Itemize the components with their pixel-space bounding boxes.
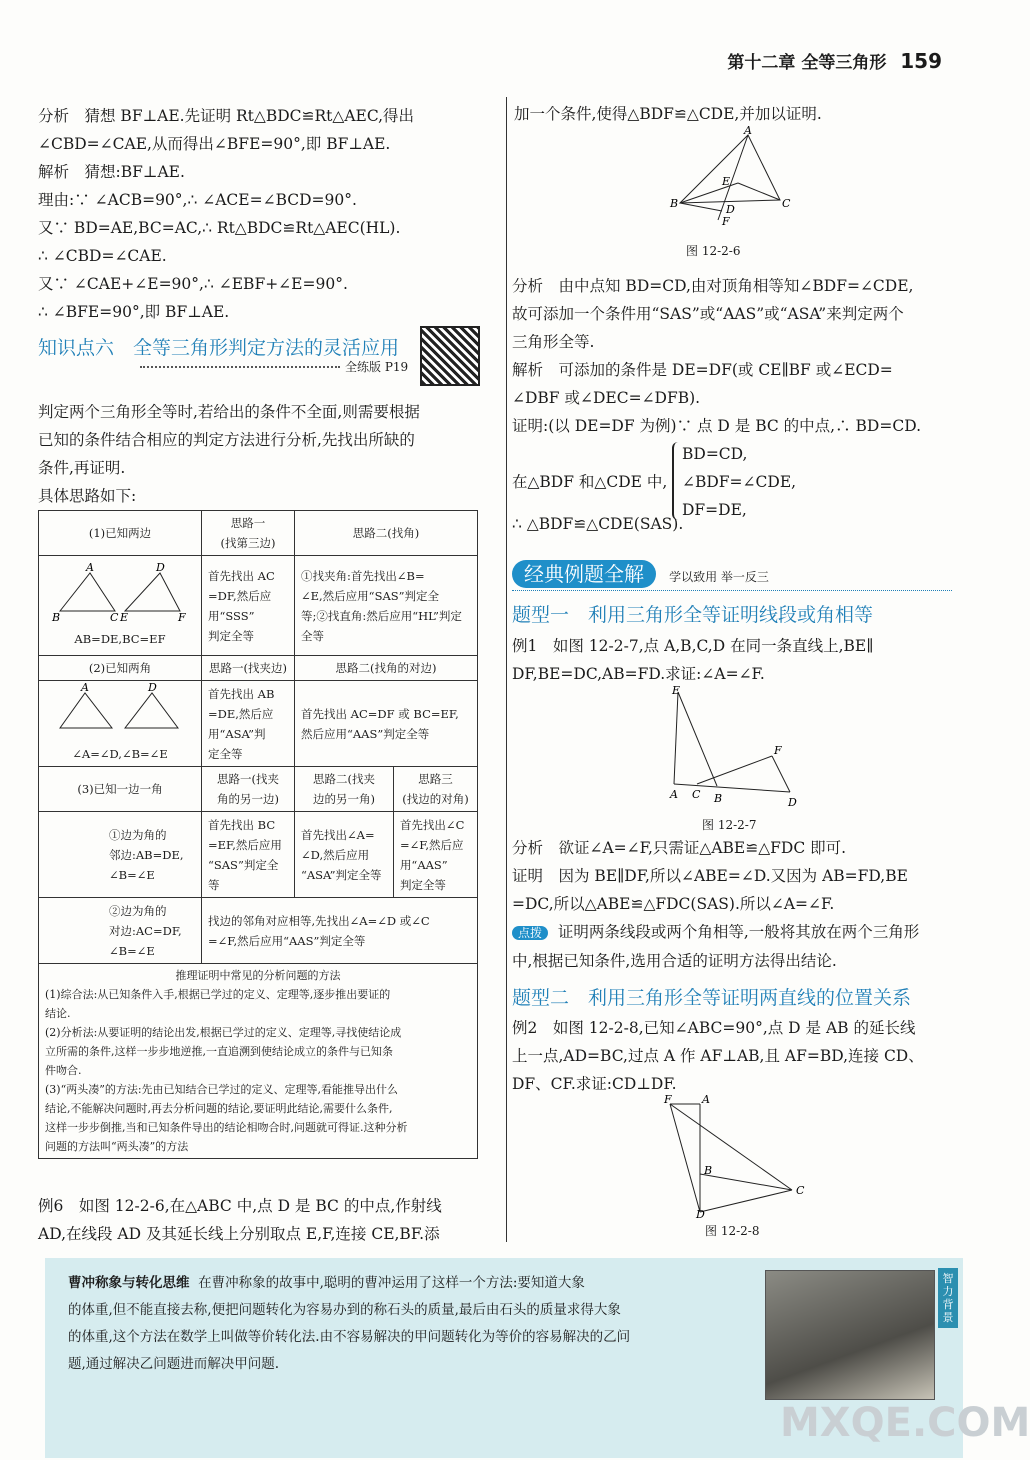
brace	[672, 442, 682, 520]
page-header	[727, 48, 942, 73]
svg-text:B: B	[52, 610, 61, 624]
classic-underline	[512, 590, 952, 591]
cell: (2)已知两角	[39, 656, 202, 681]
tip-block	[512, 918, 919, 975]
analysis-line: 又∵ ∠CAE+∠E=90°,∴ ∠EBF+∠E=90°.	[38, 275, 348, 293]
background-text	[68, 1270, 758, 1378]
background-title: 曹冲称象与转化思维	[68, 1275, 190, 1291]
figure-caption: 图 12-2-7	[702, 818, 757, 832]
classic-header	[512, 558, 769, 587]
left-column	[38, 102, 483, 326]
svg-text:B: B	[704, 1164, 713, 1177]
figure-caption: 图 12-2-8	[705, 1224, 760, 1238]
methods-line: 结论.	[45, 1007, 71, 1020]
cell: 首先找出 AC=DF 或 BC=EF, 然后应用“AAS”判定全等	[295, 681, 478, 767]
analysis-line: 分析 猜想 BF⊥AE.先证明 Rt△BDC≌Rt△AEC,得出	[38, 107, 415, 125]
qr-code[interactable]	[420, 326, 480, 386]
svg-text:B: B	[714, 792, 723, 805]
figure-12-2-6	[660, 124, 800, 228]
solution-line: 证明 因为 BE∥DF,所以∠ABE=∠D.又因为 AB=FD,BE	[512, 867, 908, 885]
cell: 思路一(找夹 角的另一边)	[202, 767, 295, 812]
figure-12-2-7	[662, 684, 802, 816]
svg-text:A: A	[702, 1093, 710, 1106]
svg-text:C: C	[110, 610, 119, 624]
cell: 首先找出 AC =DF,然后应 用“SSS” 判定全等	[202, 556, 295, 656]
column-divider	[506, 97, 507, 1242]
methods-line: 立所需的条件,这样一步步地逆推,一直追溯到使结论成立的条件与已知条	[45, 1045, 393, 1058]
methods-line: 结论,不能解决问题时,再去分析问题的结论,要证明此结论,需要什么条件,	[45, 1102, 393, 1115]
methods-cell	[39, 964, 478, 1159]
intro-line: 判定两个三角形全等时,若给出的条件不全面,则需要根据	[38, 403, 420, 421]
cell: 思路二(找角)	[295, 511, 478, 556]
solution-line: 故可添加一个条件用“SAS”或“AAS”或“ASA”来判定两个	[512, 305, 904, 323]
svg-text:D: D	[788, 796, 797, 809]
cell: ②边为角的 对边:AC=DF, ∠B=∠E	[39, 898, 202, 964]
background-line: 的体重,这个方法在数学上叫做等价转化法.由不容易解决的甲问题转化为等价的容易解决的乙问	[68, 1329, 631, 1345]
kp-intro	[38, 398, 420, 510]
method-table	[38, 510, 478, 1159]
dotted-divider	[140, 366, 340, 368]
svg-text:C: C	[796, 1184, 805, 1197]
cell: ①边为角的 邻边:AB=DE, ∠B=∠E	[39, 812, 202, 898]
type-2-title: 题型二 利用三角形全等证明两直线的位置关系	[512, 987, 912, 1009]
methods-line: 问题的方法叫“两头凑”的方法	[45, 1140, 189, 1153]
background-line: 的体重,但不能直接去称,便把问题转化为容易办到的称石头的质量,最后由石头的质量求得大象	[68, 1302, 621, 1318]
solution-line: =DC,所以△ABE≌△FDC(SAS).所以∠A=∠F.	[512, 895, 835, 913]
svg-text:A: A	[86, 560, 94, 574]
triangles-figure	[50, 683, 190, 738]
example-line: 例6 如图 12-2-6,在△ABC 中,点 D 是 BC 的中点,作射线	[38, 1197, 442, 1215]
example-line: 例1 如图 12-2-7,点 A,B,C,D 在同一条直线上,BE∥	[512, 637, 874, 655]
cell: 首先找出∠A= ∠D,然后应用 “ASA”判定全等	[295, 812, 394, 898]
intro-line: 具体思路如下:	[38, 487, 137, 505]
figure-cell	[39, 681, 202, 767]
analysis-line: ∴ ∠CBD=∠CAE.	[38, 247, 167, 265]
methods-title: 推理证明中常见的分析问题的方法	[175, 969, 341, 982]
methods-line: (3)“两头凑”的方法:先由已知结合已学过的定义、定理等,看能推导出什么	[45, 1083, 399, 1096]
intro-line: 已知的条件结合相应的判定方法进行分析,先找出所缺的	[38, 431, 415, 449]
example-6	[38, 1192, 442, 1248]
svg-text:A: A	[744, 124, 752, 137]
svg-text:E: E	[120, 610, 129, 624]
figure-12-2-8	[660, 1093, 810, 1221]
background-line: 在曹冲称象的故事中,聪明的曹冲运用了这样一个方法:要知道大象	[198, 1275, 585, 1291]
analysis-line: 理由:∵ ∠ACB=90°,∴ ∠ACE=∠BCD=90°.	[38, 191, 357, 209]
analysis-line: ∠CBD=∠CAE,从而得出∠BFE=90°,即 BF⊥AE.	[38, 135, 391, 153]
system-line: ∠BDF=∠CDE,	[682, 473, 797, 491]
svg-text:A: A	[670, 788, 678, 801]
cell: 思路二(找角的对边)	[295, 656, 478, 681]
watermark: MXQE.COM	[780, 1400, 1030, 1446]
example-line: DF、CF.求证:CD⊥DF.	[512, 1075, 677, 1093]
svg-text:F: F	[664, 1093, 672, 1106]
cell: (1)已知两边	[39, 511, 202, 556]
example-1	[512, 632, 873, 688]
analysis-line: 解析 猜想:BF⊥AE.	[38, 163, 185, 181]
methods-line: 这样一步步倒推,当和已知条件导出的结论相吻合时,问题就可得证.这种分析	[45, 1121, 408, 1134]
conclusion-line: ∴ △BDF≌△CDE(SAS).	[512, 515, 684, 533]
cell: 思路二(找夹 边的另一角)	[295, 767, 394, 812]
system-line: BD=CD,	[682, 445, 748, 463]
svg-text:F: F	[774, 744, 782, 757]
svg-text:E: E	[722, 175, 731, 188]
practice-ref: 全练版 P19	[345, 360, 409, 374]
page-number: 159	[900, 49, 942, 73]
svg-text:E: E	[672, 684, 681, 697]
example-1-solution	[512, 834, 908, 918]
system-prefix: 在△BDF 和△CDE 中,	[512, 473, 668, 491]
svg-text:F: F	[722, 215, 730, 228]
cell: 思路一(找夹边)	[202, 656, 295, 681]
solution-line: ∠DBF 或∠DEC=∠DFB).	[512, 389, 701, 407]
example-line: DF,BE=DC,AB=FD.求证:∠A=∠F.	[512, 665, 765, 683]
figure-caption: 图 12-2-6	[686, 244, 741, 258]
illustration-image	[765, 1270, 935, 1400]
figure-caption: AB=DE,BC=EF	[74, 631, 166, 646]
example-line: 例2 如图 12-2-8,已知∠ABC=90°,点 D 是 AB 的延长线	[512, 1019, 916, 1037]
figure-caption: ∠A=∠D,∠B=∠E	[72, 747, 168, 761]
cell: 首先找出 AB =DE,然后应 用“ASA”判 定全等	[202, 681, 295, 767]
example-line: AD,在线段 AD 及其延长线上分别取点 E,F,连接 CE,BF.添	[38, 1225, 440, 1243]
cell: 首先找出 BC =EF,然后应用 “SAS”判定全等	[202, 812, 295, 898]
cell: 思路一 (找第三边)	[202, 511, 295, 556]
solution-line: 三角形全等.	[512, 333, 595, 351]
svg-text:F: F	[178, 610, 186, 624]
svg-text:B: B	[670, 197, 679, 210]
tip-line: 证明两条线段或两个角相等,一般将其放在两个三角形	[557, 923, 920, 941]
solution-line: 分析 由中点知 BD=CD,由对顶角相等知∠BDF=∠CDE,	[512, 277, 914, 295]
classic-subtitle: 学以致用 举一反三	[669, 570, 769, 584]
type-1-title: 题型一 利用三角形全等证明线段或角相等	[512, 604, 874, 626]
methods-line: (1)综合法:从已知条件入手,根据已学过的定义、定理等,逐步推出要证的	[45, 988, 391, 1001]
classic-badge: 经典例题全解	[512, 560, 656, 588]
cell: 找边的邻角对应相等,先找出∠A=∠D 或∠C =∠F,然后应用“AAS”判定全等	[202, 898, 478, 964]
chapter-title: 第十二章 全等三角形	[727, 53, 887, 73]
example-2	[512, 1014, 924, 1098]
continued-line: 加一个条件,使得△BDF≌△CDE,并加以证明.	[514, 105, 822, 123]
svg-text:D: D	[148, 681, 157, 694]
system-line: DF=DE,	[682, 501, 747, 519]
figure-cell	[39, 556, 202, 656]
solution-line: 证明:(以 DE=DF 为例)∵ 点 D 是 BC 的中点,∴ BD=CD.	[512, 417, 922, 435]
side-tab: 智力背景	[938, 1268, 958, 1328]
example-6-solution	[512, 272, 921, 440]
methods-line: 件吻合.	[45, 1064, 82, 1077]
background-line: 题,通过解决乙问题进而解决甲问题.	[68, 1356, 280, 1372]
cell: 首先找出∠C =∠F,然后应 用“AAS” 判定全等	[393, 812, 477, 898]
svg-text:A: A	[81, 681, 89, 694]
svg-text:D: D	[156, 560, 165, 574]
cell: ①找夹角:首先找出∠B= ∠E,然后应用“SAS”判定全 等;②找直角:然后应用“HL”判定 全等	[295, 556, 478, 656]
cell: (3)已知一边一角	[39, 767, 202, 812]
example-line: 上一点,AD=BC,过点 A 作 AF⊥AB,且 AF=BD,连接 CD、	[512, 1047, 924, 1065]
cell: 思路三 (找边的对角)	[393, 767, 477, 812]
svg-text:C: C	[782, 197, 791, 210]
methods-line: (2)分析法:从要证明的结论出发,根据已学过的定义、定理等,寻找使结论成	[45, 1026, 402, 1039]
svg-text:D: D	[726, 203, 735, 216]
intro-line: 条件,再证明.	[38, 459, 126, 477]
analysis-line: 又∵ BD=AE,BC=AC,∴ Rt△BDC≌Rt△AEC(HL).	[38, 219, 401, 237]
solution-line: 解析 可添加的条件是 DE=DF(或 CE∥BF 或∠ECD=	[512, 361, 893, 379]
svg-text:D: D	[696, 1208, 705, 1221]
knowledge-point-title: 知识点六 全等三角形判定方法的灵活应用	[38, 337, 400, 359]
tip-badge: 点拨	[512, 926, 548, 940]
solution-line: 分析 欲证∠A=∠F,只需证△ABE≌△FDC 即可.	[512, 839, 847, 857]
triangles-figure	[50, 560, 190, 624]
svg-text:C: C	[692, 788, 701, 801]
tip-line: 中,根据已知条件,选用合适的证明方法得出结论.	[512, 952, 837, 970]
analysis-line: ∴ ∠BFE=90°,即 BF⊥AE.	[38, 303, 230, 321]
